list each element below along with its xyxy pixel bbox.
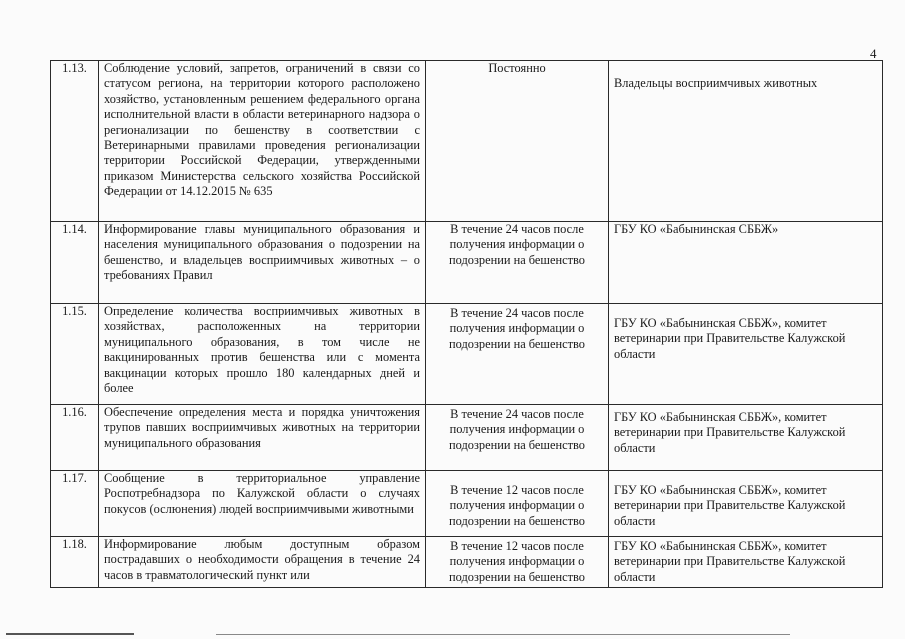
row-number: 1.18. — [51, 537, 99, 588]
deadline-cell: В течение 12 часов после получения информации о подозрении на бешенство — [426, 537, 609, 588]
scan-edge-line — [6, 633, 134, 635]
deadline-cell: В течение 24 часов после получения информации о подозрении на бешенство — [426, 304, 609, 405]
action-cell: Определение количества восприимчивых животных в хозяйствах, расположенных на территории муниципального образования, в том числе не вакцинированных против бешенства или с момента вакцинации которых прошло 180 календарных дней и более — [99, 304, 426, 405]
row-number: 1.13. — [51, 61, 99, 222]
responsible-cell: ГБУ КО «Бабынинская СББЖ» — [609, 222, 883, 304]
action-cell: Сообщение в территориальное управление Роспотребнадзора по Калужской области о случаях покусов (ослюнения) людей восприимчивыми животными — [99, 471, 426, 537]
table-row — [51, 471, 883, 537]
row-number: 1.16. — [51, 405, 99, 471]
scan-edge-line — [216, 634, 790, 635]
table-row — [51, 405, 883, 471]
table-row — [51, 537, 883, 588]
responsible-cell: ГБУ КО «Бабынинская СББЖ», комитет ветеринарии при Правительстве Калужской области — [609, 405, 883, 471]
row-number: 1.17. — [51, 471, 99, 537]
deadline-cell: В течение 12 часов после получения информации о подозрении на бешенство — [426, 471, 609, 537]
action-cell: Информирование любым доступным образом пострадавших о необходимости обращения в течение 24 часов в травматологический пункт или — [99, 537, 426, 588]
deadline-cell: Постоянно — [426, 61, 609, 222]
page-number: 4 — [870, 46, 877, 61]
responsible-cell: ГБУ КО «Бабынинская СББЖ», комитет ветеринарии при Правительстве Калужской области — [609, 471, 883, 537]
deadline-cell: В течение 24 часов после получения информации о подозрении на бешенство — [426, 222, 609, 304]
responsible-cell: ГБУ КО «Бабынинская СББЖ», комитет ветеринарии при Правительстве Калужской области — [609, 304, 883, 405]
action-cell: Обеспечение определения места и порядка уничтожения трупов павших восприимчивых животных на территории муниципального образования — [99, 405, 426, 471]
responsible-cell: ГБУ КО «Бабынинская СББЖ», комитет ветеринарии при Правительстве Калужской области — [609, 537, 883, 588]
action-cell: Информирование главы муниципального образования и населения муниципального образования о подозрении на бешенство, и владельцев восприимчивых животных – о требованиях Правил — [99, 222, 426, 304]
action-cell: Соблюдение условий, запретов, ограничений в связи со статусом региона, на территории которого расположено хозяйство, установленным решением федерального органа исполнительной власти в области ветеринарного надзора о регионализации по бешенству в соответствии с Ветеринарными правилами проведения регионализации территории Российской Федерации, утвержденными приказом Министерства сельского хозяйства Российской Федерации от 14.12.2015 № 635 — [99, 61, 426, 222]
responsible-cell: Владельцы восприимчивых животных — [609, 61, 883, 222]
row-number: 1.14. — [51, 222, 99, 304]
deadline-cell: В течение 24 часов после получения информации о подозрении на бешенство — [426, 405, 609, 471]
table-row — [51, 61, 883, 222]
measures-table — [50, 60, 883, 588]
row-number: 1.15. — [51, 304, 99, 405]
table-row — [51, 304, 883, 405]
table-row — [51, 222, 883, 304]
